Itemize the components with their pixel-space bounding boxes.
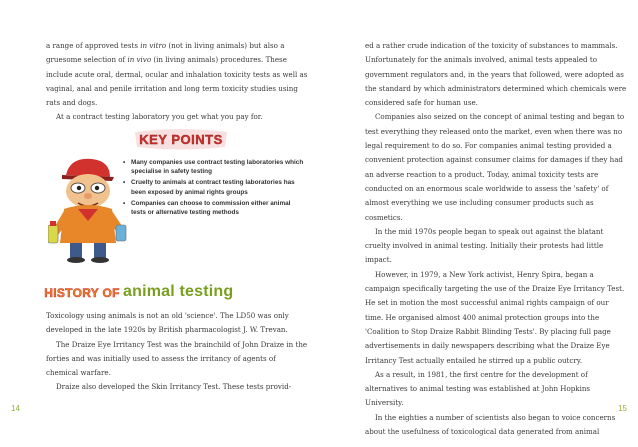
right-body-text	[365, 39, 627, 439]
key-points-heading	[133, 128, 229, 150]
section-title: animal testing	[123, 283, 234, 300]
key-points-heading-text: KEY POINTS	[139, 132, 223, 147]
paragraph: In the mid 1970s people began to speak out against the blatant cruelty involved in animal testing. Initially their protests had little impact.	[365, 226, 604, 265]
page-number: 15	[618, 404, 627, 413]
left-bottom-text	[46, 309, 308, 395]
paragraph: In the eighties a number of scientists also began to voice concerns about the usefulness of toxicological data generated from animal	[365, 412, 616, 437]
list-item: • Cruelty to animals at contract testing laboratories has been exposed by animal rights groups	[123, 178, 305, 197]
list-item: • Many companies use contract testing laboratories which specialise in safety testing	[123, 158, 305, 177]
paragraph: As a result, in 1981, the first centre for the development of alternatives to animal testing was established at John Hopkins University.	[365, 369, 591, 408]
paragraph: Companies also seized on the concept of animal testing and began to test everything they released onto the market, even when there was no legal requirement to do so. For companies animal testing provided a convenient protection against consumer claims for damages if they had an adverse reaction to a product. Today, animal toxicity tests are conducted on an enormous scale worldwide to assess the 'safety' of almost everything we use including consumer products such as cosmetics.	[365, 112, 625, 222]
cartoon-character-illustration	[48, 151, 128, 263]
paragraph: a range of approved tests in vitro (not in living animals) but also a gruesome selection of in vivo (in living animals) procedures. These include acute oral, dermal, ocular and inhalation toxicity tests as well as vaginal, anal and penile irritation and long term toxicity studies using rats and dogs.	[46, 41, 308, 108]
paragraph: Draize also developed the Skin Irritancy Test. These tests provid-	[56, 382, 292, 392]
paragraph: However, in 1979, a New York activist, Henry Spira, began a campaign specifically targeting the use of the Draize Eye Irritancy Test. He set in motion the most successful animal rights campaign of our time. He organised almost 400 animal protection groups into the 'Coalition to Stop Draize Rabbit Blinding Tests'. By placing full page advertisements in daily newspapers describing what the Draize Eye Irritancy Test actually entailed he stirred up a public outcry.	[365, 269, 625, 365]
paragraph: ed a rather crude indication of the toxicity of substances to mammals. Unfortunately for the animals involved, animal tests appealed to government regulators and, in the years that followed, were adopted as the standard by which administrators determined which chemicals were considered safe for human use.	[365, 41, 627, 108]
page-number: 14	[11, 404, 20, 413]
paragraph: At a contract testing laboratory you get what you pay for.	[56, 112, 263, 122]
history-of-graphic	[44, 281, 120, 303]
paragraph: The Draize Eye Irritancy Test was the brainchild of John Draize in the forties and was initially used to assess the irritancy of agents of chemical warfare.	[46, 339, 308, 378]
key-points-list	[123, 158, 305, 219]
left-top-text	[46, 39, 308, 125]
history-heading	[44, 281, 233, 303]
right-page	[319, 0, 638, 447]
history-of-graphic-text: HISTORY OF	[44, 286, 120, 300]
list-item: • Companies can choose to commission either animal tests or alternative testing methods	[123, 199, 305, 218]
paragraph: Toxicology using animals is not an old 'science'. The LD50 was only developed in the late 1920s by British pharmacologist J. W. Trevan.	[46, 311, 289, 335]
